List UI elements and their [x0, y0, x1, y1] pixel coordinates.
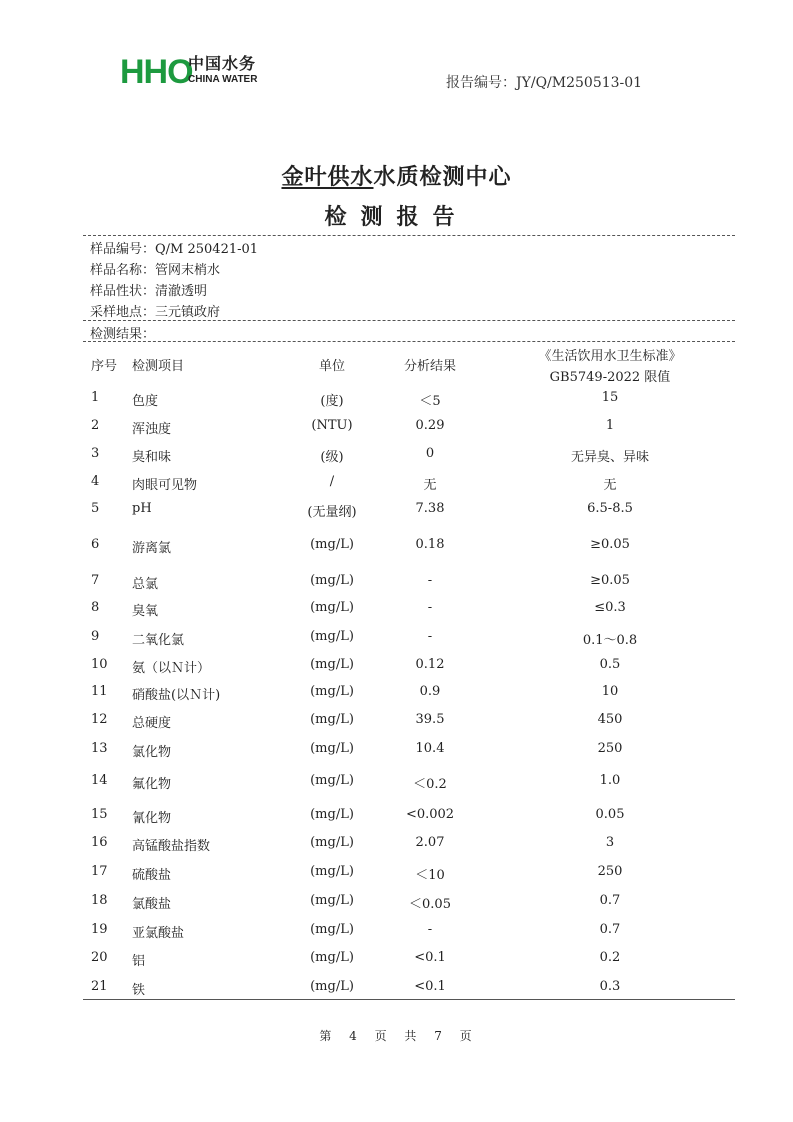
row-result: 0: [425, 446, 435, 461]
row-number: 14: [91, 773, 108, 788]
row-number: 5: [91, 501, 100, 516]
row-unit: (度): [320, 394, 344, 409]
row-result: ＜0.05: [409, 897, 451, 912]
row-standard: 3: [605, 835, 615, 850]
row-unit: (mg/L): [310, 979, 354, 994]
row-item: 臭氧: [132, 604, 159, 619]
row-unit: (NTU): [311, 418, 353, 433]
row-item: 亚氯酸盐: [132, 926, 185, 941]
organization-name-rest: 水质检测中心: [373, 165, 512, 190]
row-number: 7: [91, 573, 100, 588]
row-standard: ≤0.3: [594, 600, 626, 615]
row-item: 氟化物: [132, 777, 172, 792]
row-number: 11: [91, 684, 108, 699]
row-number: 9: [91, 629, 100, 644]
row-item: pH: [132, 501, 152, 516]
row-number: 19: [91, 922, 108, 937]
row-result: -: [427, 600, 433, 615]
row-number: 1: [91, 390, 100, 405]
row-result: 0.18: [415, 537, 445, 552]
row-result: 39.5: [415, 712, 445, 727]
row-item: 硫酸盐: [132, 868, 172, 883]
header-standard-line1: 《生活饮用水卫生标准》: [538, 349, 682, 364]
row-standard: ≥0.05: [590, 537, 630, 552]
row-unit: (mg/L): [310, 573, 354, 588]
divider-top: [83, 235, 735, 236]
company-logo: [120, 52, 258, 92]
row-number: 8: [91, 600, 100, 615]
organization-title: [0, 160, 793, 191]
row-number: 17: [91, 864, 108, 879]
row-item: 游离氯: [132, 541, 172, 556]
row-standard: 15: [601, 390, 619, 405]
header-item: 检测项目: [132, 359, 185, 374]
row-result: <0.1: [414, 979, 446, 994]
report-number: 报告编号：JY/Q/M250513-01: [446, 75, 643, 91]
row-item: 氯酸盐: [132, 897, 172, 912]
row-number: 21: [91, 979, 108, 994]
sample-property: 样品性状：清澈透明: [90, 284, 208, 299]
header-standard-line2: GB5749-2022 限值: [549, 370, 671, 385]
row-standard: 10: [601, 684, 619, 699]
header-no: 序号: [91, 359, 118, 374]
sample-code: 样品编号：Q/M 250421-01: [90, 242, 259, 257]
row-number: 10: [91, 657, 108, 672]
row-standard: 450: [597, 712, 623, 727]
row-number: 16: [91, 835, 108, 850]
row-number: 2: [91, 418, 100, 433]
row-number: 15: [91, 807, 108, 822]
row-item: 总氯: [132, 577, 159, 592]
row-item: 二氧化氯: [132, 633, 185, 648]
row-unit: (mg/L): [310, 835, 354, 850]
row-unit: (mg/L): [310, 684, 354, 699]
organization-name-underlined: 金叶供水: [281, 165, 374, 190]
row-item: 色度: [132, 394, 159, 409]
row-standard: 0.1～0.8: [582, 633, 638, 648]
row-standard: 0.5: [599, 657, 621, 672]
row-result: -: [427, 922, 433, 937]
row-item: 总硬度: [132, 716, 172, 731]
row-item: 铁: [132, 983, 146, 998]
row-unit: (mg/L): [310, 893, 354, 908]
row-result: -: [427, 573, 433, 588]
row-result: 0.29: [415, 418, 445, 433]
row-standard: 0.7: [599, 893, 621, 908]
row-unit: (mg/L): [310, 537, 354, 552]
row-unit: (mg/L): [310, 773, 354, 788]
row-result: 0.12: [415, 657, 445, 672]
row-number: 4: [91, 474, 100, 489]
row-unit: (mg/L): [310, 657, 354, 672]
row-unit: (mg/L): [310, 922, 354, 937]
row-number: 13: [91, 741, 108, 756]
row-number: 20: [91, 950, 108, 965]
row-unit: /: [329, 474, 335, 489]
row-standard: 无: [603, 478, 617, 493]
row-result: 0.9: [419, 684, 441, 699]
header-unit: 单位: [318, 359, 345, 374]
row-item: 硝酸盐(以Ｎ计): [132, 688, 221, 703]
row-unit: (mg/L): [310, 712, 354, 727]
row-item: 臭和味: [132, 450, 172, 465]
row-result: ＜10: [415, 868, 445, 883]
row-result: 无: [423, 478, 437, 493]
row-standard: 6.5-8.5: [587, 501, 633, 516]
row-result: ＜5: [419, 394, 441, 409]
page-number: 第 4 页 共 7 页: [319, 1029, 474, 1043]
row-result: ＜0.2: [413, 777, 447, 792]
row-item: 氰化物: [132, 811, 172, 826]
row-standard: 250: [597, 741, 623, 756]
row-standard: 250: [597, 864, 623, 879]
row-number: 6: [91, 537, 100, 552]
row-result: 2.07: [415, 835, 445, 850]
row-item: 浑浊度: [132, 422, 172, 437]
row-standard: 1.0: [599, 773, 621, 788]
row-standard: ≥0.05: [590, 573, 630, 588]
logo-english-name: CHINA WATER: [188, 74, 258, 85]
sample-name: 样品名称：管网末梢水: [90, 263, 221, 278]
row-unit: (mg/L): [310, 629, 354, 644]
logo-mark: HHO: [120, 53, 193, 91]
row-unit: (级): [320, 450, 344, 465]
row-unit: (mg/L): [310, 600, 354, 615]
row-result: 7.38: [415, 501, 445, 516]
row-standard: 0.05: [595, 807, 625, 822]
row-unit: (mg/L): [310, 807, 354, 822]
row-unit: (mg/L): [310, 864, 354, 879]
row-result: -: [427, 629, 433, 644]
divider-info: [83, 320, 735, 321]
row-result: <0.1: [414, 950, 446, 965]
row-item: 铝: [132, 954, 146, 969]
divider-table-top: [83, 341, 735, 342]
sampling-location: 采样地点：三元镇政府: [90, 305, 221, 320]
row-standard: 0.2: [599, 950, 621, 965]
row-item: 高锰酸盐指数: [132, 839, 211, 854]
header-result: 分析结果: [403, 359, 456, 374]
row-number: 18: [91, 893, 108, 908]
row-unit: (无量纲): [307, 505, 357, 520]
row-item: 肉眼可见物: [132, 478, 198, 493]
row-standard: 0.3: [599, 979, 621, 994]
row-result: 10.4: [415, 741, 445, 756]
row-standard: 无异臭、异味: [570, 450, 649, 465]
logo-chinese-name: 中国水务: [188, 54, 257, 73]
row-item: 氨（以Ｎ计）: [132, 661, 211, 676]
row-standard: 1: [605, 418, 615, 433]
row-result: <0.002: [405, 807, 455, 822]
divider-table-bottom: [83, 999, 735, 1000]
row-item: 氯化物: [132, 745, 172, 760]
row-number: 3: [91, 446, 100, 461]
document-title: 检测报告: [324, 205, 469, 230]
logo-text: [188, 55, 257, 87]
row-unit: (mg/L): [310, 741, 354, 756]
row-number: 12: [91, 712, 108, 727]
row-unit: (mg/L): [310, 950, 354, 965]
results-label: 检测结果：: [90, 327, 156, 342]
row-standard: 0.7: [599, 922, 621, 937]
